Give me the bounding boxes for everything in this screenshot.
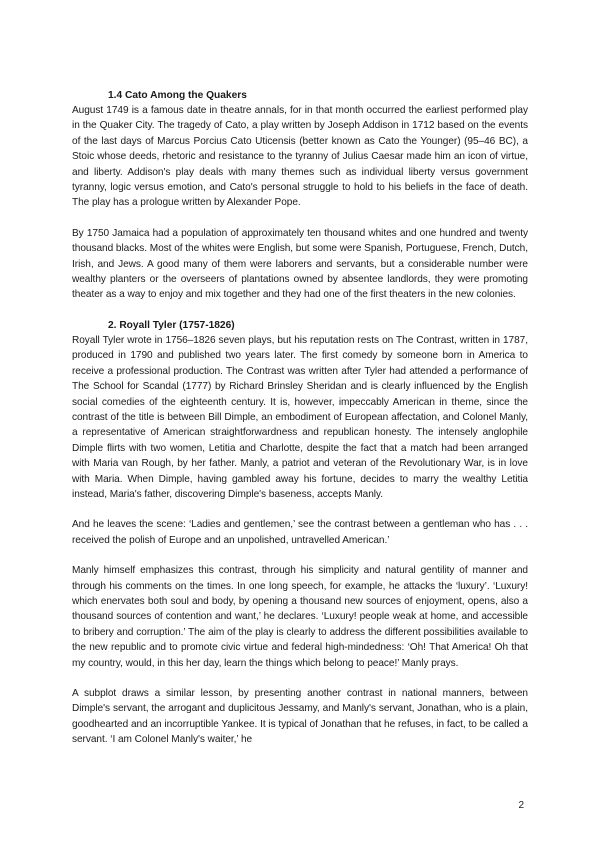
paragraph-tyler-4: A subplot draws a similar lesson, by presenting another contrast in national manners, between Dimple's servant, the arrogant and duplicitous Jessamy, and Manly's servant, Jonathan, who is a plain, goodhearted and an incorruptible Yankee. It is typical of Jonathan that he refuses, in fact, to be called a servant. ‘I am Colonel Manly's waiter,’ he: [72, 688, 528, 746]
paragraph-tyler-1: Royall Tyler wrote in 1756–1826 seven plays, but his reputation rests on The Contrast, written in 1787, produced in 1790 and published two years later. The first comedy by someone born in America to receive a professional production. The Contrast was written after Tyler had attended a performance of The School for Scandal (1777) by Richard Brinsley Sheridan and is clearly influenced by the English social comedies of the eighteenth century. It is, however, impeccably American in theme, since the contrast of the title is between Bill Dimple, an embodiment of European affectation, and Colonel Manly, a representative of American straightforwardness and republican honesty. The intensely anglophile Dimple flirts with two women, Letitia and Charlotte, despite the fact that a match had been arranged with Maria van Rough, by her father. Manly, a patriot and veteran of the Revolutionary War, is in love with Maria. When Dimple, having gambled away his fortune, decides to marry the wealthy Letitia instead, Maria's father, discovering Dimple's baseness, accepts Manly.: [72, 334, 528, 500]
paragraph-cato-1: August 1749 is a famous date in theatre annals, for in that month occurred the earliest performed play in the Quaker City. The tragedy of Cato, a play written by Joseph Addison in 1712 based on the events of the last days of Marcus Porcius Cato Uticensis (better known as Cato the Younger) (95–46 BC), a Stoic whose deeds, rhetoric and resistance to the tyranny of Julius Caesar made him an icon of virtue, and liberty. Addison's play deals with many themes such as individual liberty versus government tyranny, logic versus emotion, and Cato's personal struggle to hold to his beliefs in the face of death. The play has a prologue written by Alexander Pope.: [72, 105, 528, 209]
section-heading-royall-tyler: 2. Royall Tyler (1757-1826): [108, 319, 235, 331]
paragraph-jamaica: By 1750 Jamaica had a population of approximately ten thousand whites and one hundred and twenty thousand blacks. Most of the whites were English, but some were Spanish, Portuguese, French, Dutch, Irish, and Jews. A good many of them were laborers and servants, but a considerable number were wealthy planters or the overseers of plantations owned by absentee landlords, they were promoting theater as a way to enjoy and mix together and they had one of the first theaters in the new colonies.: [72, 227, 528, 301]
page-number: 2: [518, 800, 524, 811]
paragraph-tyler-3: Manly himself emphasizes this contrast, through his simplicity and natural gentility of manner and through his comments on the times. In one long speech, for example, he attacks the ‘luxury’. ‘Luxury! which enervates both soul and body, by opening a thousand new sources of enjoyment, opens, also a thousand sources of contention and want,’ he declares. ‘Luxury! people weak at home, and accessible to bribery and corruption.’ The aim of the play is clearly to address the different possibilities available to the new republic and to promote civic virtue and federal high-mindedness: ‘Oh! That America! Oh that my country, would, in this her day, learn the things which belong to peace!’ Manly prays.: [72, 565, 528, 669]
section-heading-cato: 1.4 Cato Among the Quakers: [108, 90, 247, 101]
paragraph-tyler-2: And he leaves the scene: ‘Ladies and gentlemen,’ see the contrast between a gentleman who has . . . received the polish of Europe and an unpolished, untravelled American.’: [72, 519, 528, 546]
